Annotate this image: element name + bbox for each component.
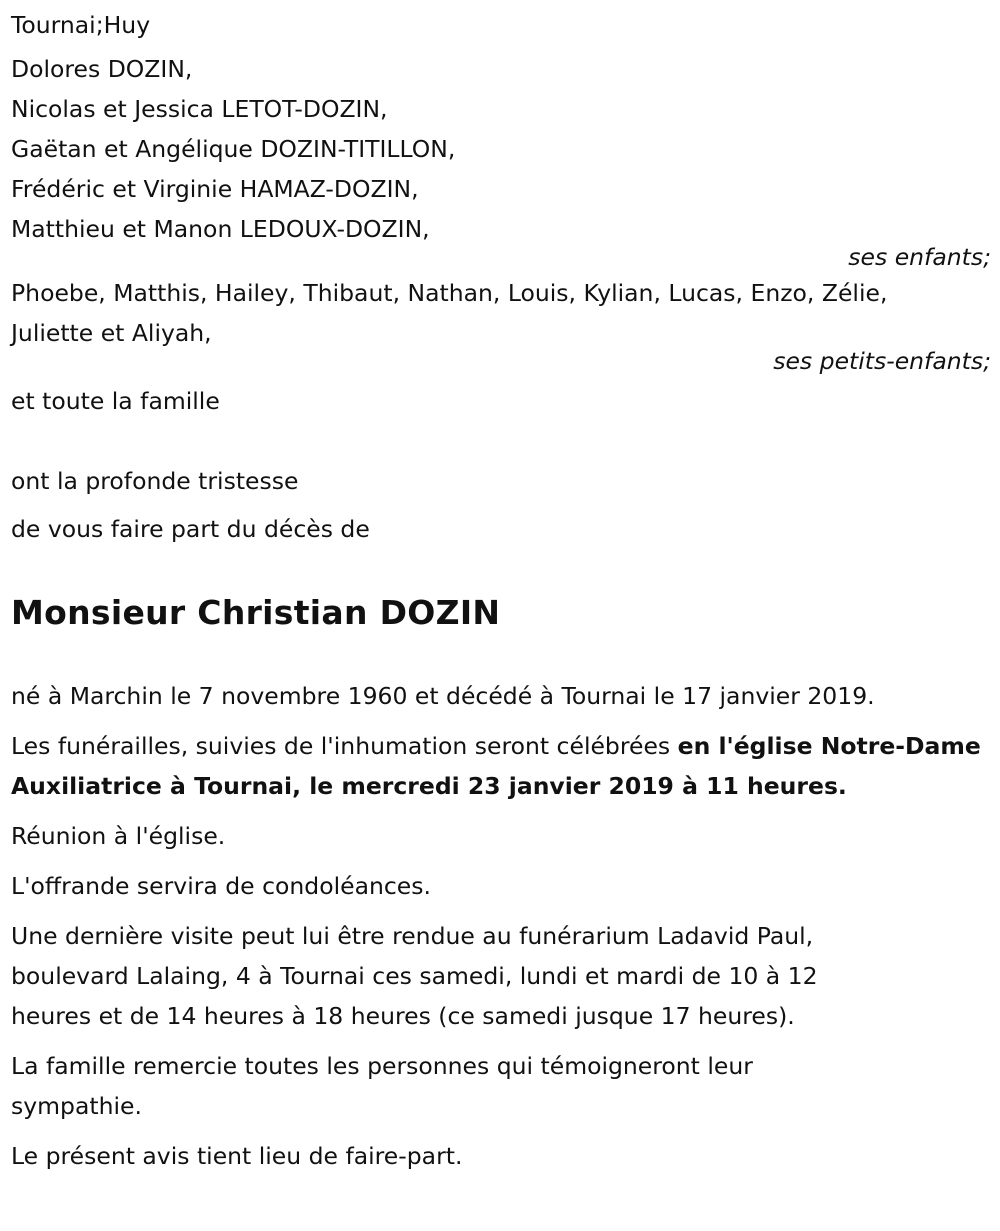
announcement-line: de vous faire part du décès de (11, 515, 370, 543)
visit-line: Une dernière visite peut lui être rendue au funérarium Ladavid Paul, (11, 922, 814, 950)
grandchildren-line: Phoebe, Matthis, Hailey, Thibaut, Nathan, Louis, Kylian, Lucas, Enzo, Zélie, (11, 279, 888, 307)
child-entry: Dolores DOZIN, (11, 55, 193, 83)
child-entry: Matthieu et Manon LEDOUX-DOZIN, (11, 215, 430, 243)
thanks-line: sympathie. (11, 1092, 142, 1120)
child-entry: Gaëtan et Angélique DOZIN-TITILLON, (11, 135, 456, 163)
child-entry: Frédéric et Virginie HAMAZ-DOZIN, (11, 175, 419, 203)
funeral-paragraph (11, 726, 991, 806)
thanks-line: La famille remercie toutes les personnes qui témoigneront leur (11, 1052, 753, 1080)
birth-death-line: né à Marchin le 7 novembre 1960 et décédé à Tournai le 17 janvier 2019. (11, 682, 875, 710)
funeral-details-text: en l'église Notre-Dame Auxiliatrice à Tournai, le mercredi 23 janvier 2019 à 11 heures. (11, 732, 981, 800)
offering-line: L'offrande servira de condoléances. (11, 872, 431, 900)
visit-line: heures et de 14 heures à 18 heures (ce samedi jusque 17 heures). (11, 1002, 795, 1030)
funeral-intro-text: Les funérailles, suivies de l'inhumation seront célébrées (11, 732, 678, 760)
deceased-name: Monsieur Christian DOZIN (11, 593, 501, 632)
obituary-notice (11, 5, 991, 1186)
thanks-paragraph (11, 1046, 991, 1126)
child-entry: Nicolas et Jessica LETOT-DOZIN, (11, 95, 388, 123)
grandchildren-role-label: ses petits-enfants; (773, 347, 991, 375)
notice-line: Le présent avis tient lieu de faire-part. (11, 1142, 463, 1170)
location-header: Tournai;Huy (11, 11, 151, 39)
grandchildren-list (11, 273, 991, 353)
visit-line: boulevard Lalaing, 4 à Tournai ces samedi, lundi et mardi de 10 à 12 (11, 962, 818, 990)
children-role-label: ses enfants; (848, 243, 991, 271)
grandchildren-line: Juliette et Aliyah, (11, 319, 212, 347)
meeting-line: Réunion à l'église. (11, 822, 226, 850)
family-line: et toute la famille (11, 387, 220, 415)
announcement-line: ont la profonde tristesse (11, 467, 299, 495)
visit-paragraph (11, 916, 991, 1036)
children-list (11, 49, 991, 249)
